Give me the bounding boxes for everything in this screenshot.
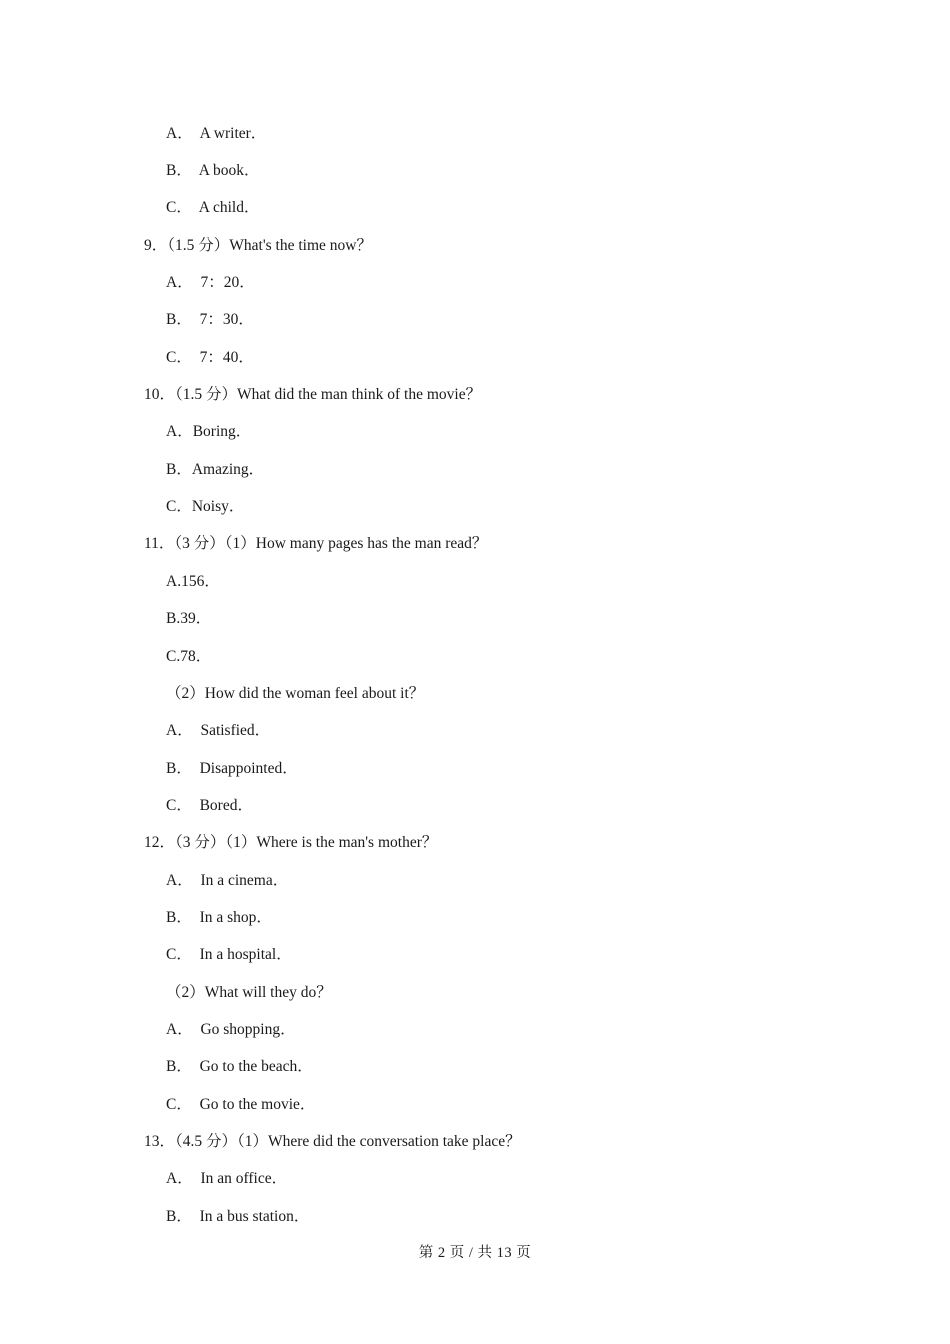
option-line: C． In a hospital． xyxy=(166,946,292,963)
option-line: B． In a bus station． xyxy=(166,1208,310,1225)
option-line: B． Go to the beach． xyxy=(166,1058,313,1075)
option-line: A． In an office． xyxy=(166,1170,288,1187)
option-line: B．Amazing． xyxy=(166,461,265,478)
question-line: 10．（1.5 分）What did the man think of the movie？ xyxy=(144,386,482,403)
question-line: 13．（4.5 分）（1）Where did the conversation take place？ xyxy=(144,1133,521,1150)
sub-question-line: （2）What will they do？ xyxy=(166,984,332,1001)
option-line: A． A writer． xyxy=(166,125,267,142)
option-line: A.156． xyxy=(166,573,220,590)
option-line: C．Noisy． xyxy=(166,498,245,515)
question-line: 12．（3 分）（1）Where is the man's mother？ xyxy=(144,834,438,851)
option-line: C． Bored． xyxy=(166,797,253,814)
option-line: B． 7：30． xyxy=(166,311,254,328)
option-line: C.78． xyxy=(166,648,212,665)
page-footer: 第 2 页 / 共 13 页 xyxy=(418,1245,532,1261)
option-line: A． Satisfied． xyxy=(166,722,271,739)
option-line: C． A child． xyxy=(166,199,260,216)
option-line: B． Disappointed． xyxy=(166,760,298,777)
option-line: C． 7：40． xyxy=(166,349,254,366)
question-line: 9．（1.5 分）What's the time now？ xyxy=(144,237,372,254)
option-line: B． A book． xyxy=(166,162,260,179)
sub-question-line: （2）How did the woman feel about it？ xyxy=(166,685,425,702)
option-line: A．Boring． xyxy=(166,423,252,440)
option-line: B.39． xyxy=(166,610,212,627)
option-line: A． Go shopping． xyxy=(166,1021,296,1038)
option-line: C． Go to the movie． xyxy=(166,1096,316,1113)
question-line: 11．（3 分）（1）How many pages has the man read？ xyxy=(144,535,488,552)
option-line: B． In a shop． xyxy=(166,909,272,926)
option-line: A． In a cinema． xyxy=(166,872,289,889)
option-line: A． 7：20． xyxy=(166,274,255,291)
